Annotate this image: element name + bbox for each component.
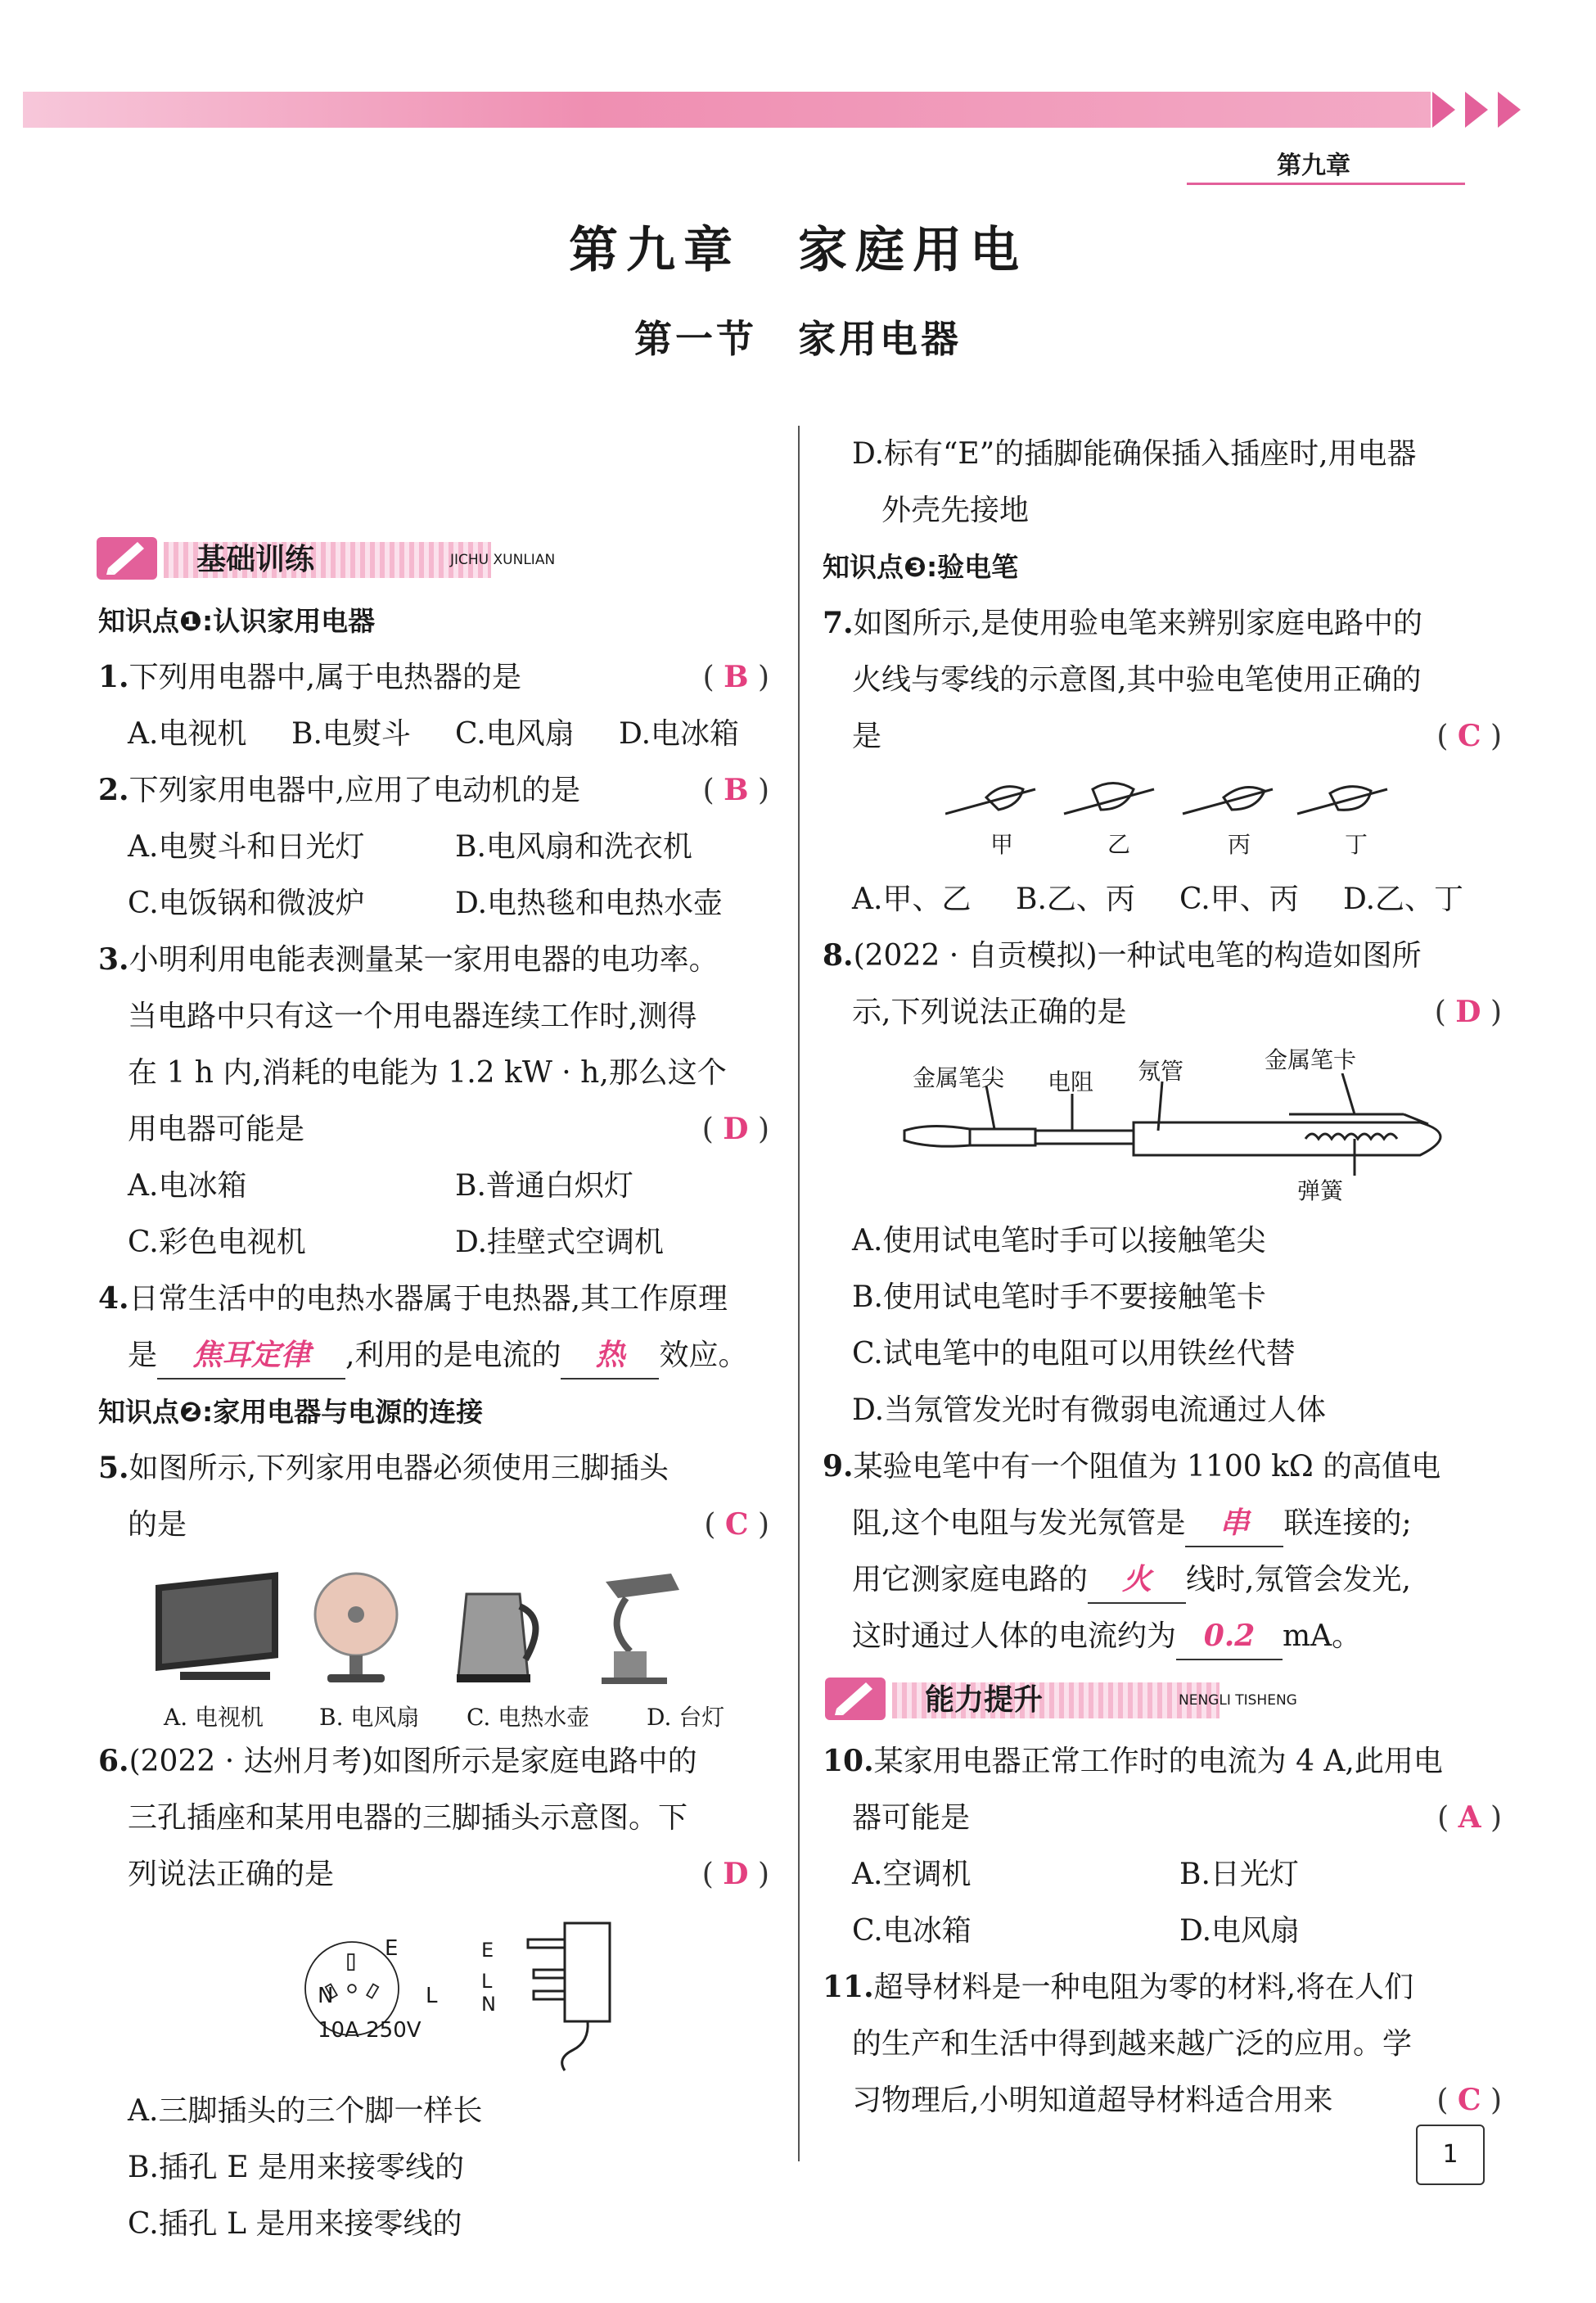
answer-q1: ( B ) xyxy=(702,660,769,694)
question-10: 10.某家用电器正常工作时的电流为 4 A,此用电 xyxy=(823,1744,1443,1778)
right-column: D.标有“E”的插脚能确保插入插座时,用电器 外壳先接地 知识点❸:验电笔 7.如图所示,是使用验电笔来辨别家庭电路中的 火线与零线的示意图,其中验电笔使用正确的 是 ( C ) 甲 乙 丙 丁 A.甲、乙 B.乙、丙 C.甲、丙 D.乙、丁 8.(2022 · 自贡模拟)一种试电笔的构造如图所 示,下列说法正确的是 ( D ) 金属笔尖 电阻 氖管 金属笔卡 弹簧 A.使用试电笔时手可以接触笔尖 B.使用试电笔时手不要接触笔卡 C.试电笔中的电阻可以用铁丝代替 D.当氖管发光时有微弱电流通过人体 9.某验电笔中有一个阻值为 1100 kΩ 的高值电 阻,这个电阻与发光氖管是 串 联连接的; 用它测家庭电路的 火 线时,氖管会发光, 这时通过人体的电流约为 0.2 mA。 能力提升 NENGLI TISHENG 10.某家用电器正常工作时的电流为 4 A,此用电 器可能是 ( A ) A.空调机 B.日光灯 C.电冰箱 D.电风扇 11.超导材料是一种电阻为零的材料,将在人们 的生产和生活中得到越来越广泛的应用。学 习物理后,小明知道超导材料适合用来 ( C ) xyxy=(823,426,1502,2129)
knowledge-point-1: 知识点❶:认识家用电器 xyxy=(98,605,376,637)
socket-plug-figure: E N L 10A 250V E L N xyxy=(98,1903,769,2083)
q10-options: C.电冰箱 D.电风扇 xyxy=(852,1914,1301,1948)
answer-q10: ( A ) xyxy=(1437,1800,1502,1835)
answer-q7: ( C ) xyxy=(1436,719,1502,753)
tester-grip-figure: 甲 乙 丙 丁 xyxy=(823,765,1502,871)
section-title: 第一节 家用电器 xyxy=(634,317,962,361)
q7-options: A.甲、乙 B.乙、丙 C.甲、丙 D.乙、丁 xyxy=(852,883,1464,916)
answer-q6: ( D ) xyxy=(701,1857,769,1891)
answer-blank: 0.2 xyxy=(1176,1613,1283,1660)
column-divider xyxy=(798,426,800,2161)
kettle-icon xyxy=(457,1594,535,1682)
section-banner-basic: 基础训练 JICHU XUNLIAN xyxy=(90,524,769,593)
q2-options: A.电熨斗和日光灯 B.电风扇和洗衣机 xyxy=(128,830,692,864)
appliance-figure: A. 电视机 B. 电风扇 C. 电热水壶 D. 台灯 xyxy=(98,1553,769,1733)
q8-option-b: B.使用试电笔时手不要接触笔卡 xyxy=(852,1280,1266,1314)
plug-icon xyxy=(507,1919,630,2075)
tv-icon xyxy=(156,1572,278,1680)
q2-options: C.电饭锅和微波炉 D.电热毯和电热水壶 xyxy=(128,887,724,920)
question-1: 1.下列用电器中,属于电热器的是 ( B ) xyxy=(98,649,769,706)
question-11: 11.超导材料是一种电阻为零的材料,将在人们 xyxy=(823,1970,1414,2004)
chevron-icon xyxy=(1432,92,1455,128)
chapter-tab: 第九章 xyxy=(1187,135,1465,185)
test-pen-diagram xyxy=(896,1073,1486,1180)
q1-options: A.电视机 B.电熨斗 C.电风扇 D.电冰箱 xyxy=(128,717,740,751)
answer-q8: ( D ) xyxy=(1434,995,1502,1029)
q8-option-c: C.试电笔中的电阻可以用铁丝代替 xyxy=(852,1337,1296,1371)
chevron-icon xyxy=(1498,92,1521,128)
answer-q5: ( C ) xyxy=(704,1507,769,1542)
q3-options: A.电冰箱 B.普通白炽灯 xyxy=(128,1169,633,1203)
answer-q11: ( C ) xyxy=(1436,2083,1502,2117)
question-3: 3.小明利用电能表测量某一家用电器的电功率。 xyxy=(98,942,719,977)
hand-tester-images xyxy=(945,773,1404,830)
answer-blank: 火 xyxy=(1088,1556,1186,1604)
q10-options: A.空调机 B.日光灯 xyxy=(852,1858,1299,1891)
chapter-title: 第九章 家庭用电 xyxy=(569,222,1027,279)
appliance-images xyxy=(147,1569,737,1700)
lamp-icon xyxy=(602,1574,679,1684)
fan-icon xyxy=(315,1574,397,1682)
q6-option-d: D.标有“E”的插脚能确保插入插座时,用电器 xyxy=(852,437,1417,471)
q8-option-a: A.使用试电笔时手可以接触笔尖 xyxy=(852,1224,1266,1258)
header-band xyxy=(23,92,1431,128)
question-8: 8.(2022 · 自贡模拟)一种试电笔的构造如图所 xyxy=(823,938,1422,973)
question-2: 2.下列家用电器中,应用了电动机的是 ( B ) xyxy=(98,762,769,819)
answer-q2: ( B ) xyxy=(702,773,769,807)
left-column: 基础训练 JICHU XUNLIAN 知识点❶:认识家用电器 1.下列用电器中,属于电热器的是 ( B ) A.电视机 B.电熨斗 C.电风扇 D.电冰箱 2.下列家用电器中,应用了电动机的是 ( B ) A.电熨斗和日光灯 B.电风扇和洗衣机 C.电饭锅和微波炉 D.电热毯和电热水壶 3.小明利用电能表测量某一家用电器的电功率。 当电路中只有这一个用电器连续工作时,测得 在 1 h 内,消耗的电能为 1.2 kW · h,那么这个 用电器可能是 ( D ) A.电冰箱 B.普通白炽灯 C.彩色电视机 D.挂壁式空调机 4.日常生活中的电热水器属于电热器,其工作原理 是 焦耳定律 ,利用的是电流的 热 效应。 知识点❷:家用电器与电源的连接 5.如图所示,下列家用电器必须使用三脚插头 的是 ( C ) A. 电视机 B. 电风扇 C. 电热水壶 D. 台灯 6.(2022 · 达州月考)如图所示是家庭电路中的 三孔插座和某用电器的三脚插头示意图。下 列说法正确的是 ( D ) E N L 10A 250V E L N A.三脚插头的三个脚一样长 B.插孔 E 是用来接零线的 C.插孔 L 是用来接零线的 xyxy=(98,524,769,2252)
question-6: 6.(2022 · 达州月考)如图所示是家庭电路中的 xyxy=(98,1744,697,1778)
answer-blank: 串 xyxy=(1185,1500,1283,1547)
chevron-icon xyxy=(1465,92,1488,128)
answer-blank: 焦耳定律 xyxy=(157,1332,345,1380)
pen-icon xyxy=(90,529,164,586)
pen-icon xyxy=(818,1669,892,1727)
section-banner-ability: 能力提升 NENGLI TISHENG xyxy=(818,1664,1502,1733)
question-9: 9.某验电笔中有一个阻值为 1100 kΩ 的高值电 xyxy=(823,1449,1441,1483)
answer-blank: 热 xyxy=(561,1332,659,1380)
q6-option-b: B.插孔 E 是用来接零线的 xyxy=(128,2151,465,2184)
test-pen-figure: 金属笔尖 电阻 氖管 金属笔卡 弹簧 xyxy=(823,1041,1502,1212)
knowledge-point-2: 知识点❷:家用电器与电源的连接 xyxy=(98,1396,484,1428)
page-number: 1 xyxy=(1416,2125,1485,2185)
q6-option-c: C.插孔 L 是用来接零线的 xyxy=(128,2207,462,2241)
answer-q3: ( D ) xyxy=(701,1112,769,1146)
knowledge-point-3: 知识点❸:验电笔 xyxy=(823,551,1019,583)
q8-option-d: D.当氖管发光时有微弱电流通过人体 xyxy=(852,1393,1327,1427)
question-7: 7.如图所示,是使用验电笔来辨别家庭电路中的 xyxy=(823,606,1423,640)
q6-option-a: A.三脚插头的三个脚一样长 xyxy=(128,2094,483,2128)
q3-options: C.彩色电视机 D.挂壁式空调机 xyxy=(128,1226,665,1259)
question-4: 4.日常生活中的电热水器属于电热器,其工作原理 xyxy=(98,1281,728,1316)
question-5: 5.如图所示,下列家用电器必须使用三脚插头 xyxy=(98,1451,670,1485)
